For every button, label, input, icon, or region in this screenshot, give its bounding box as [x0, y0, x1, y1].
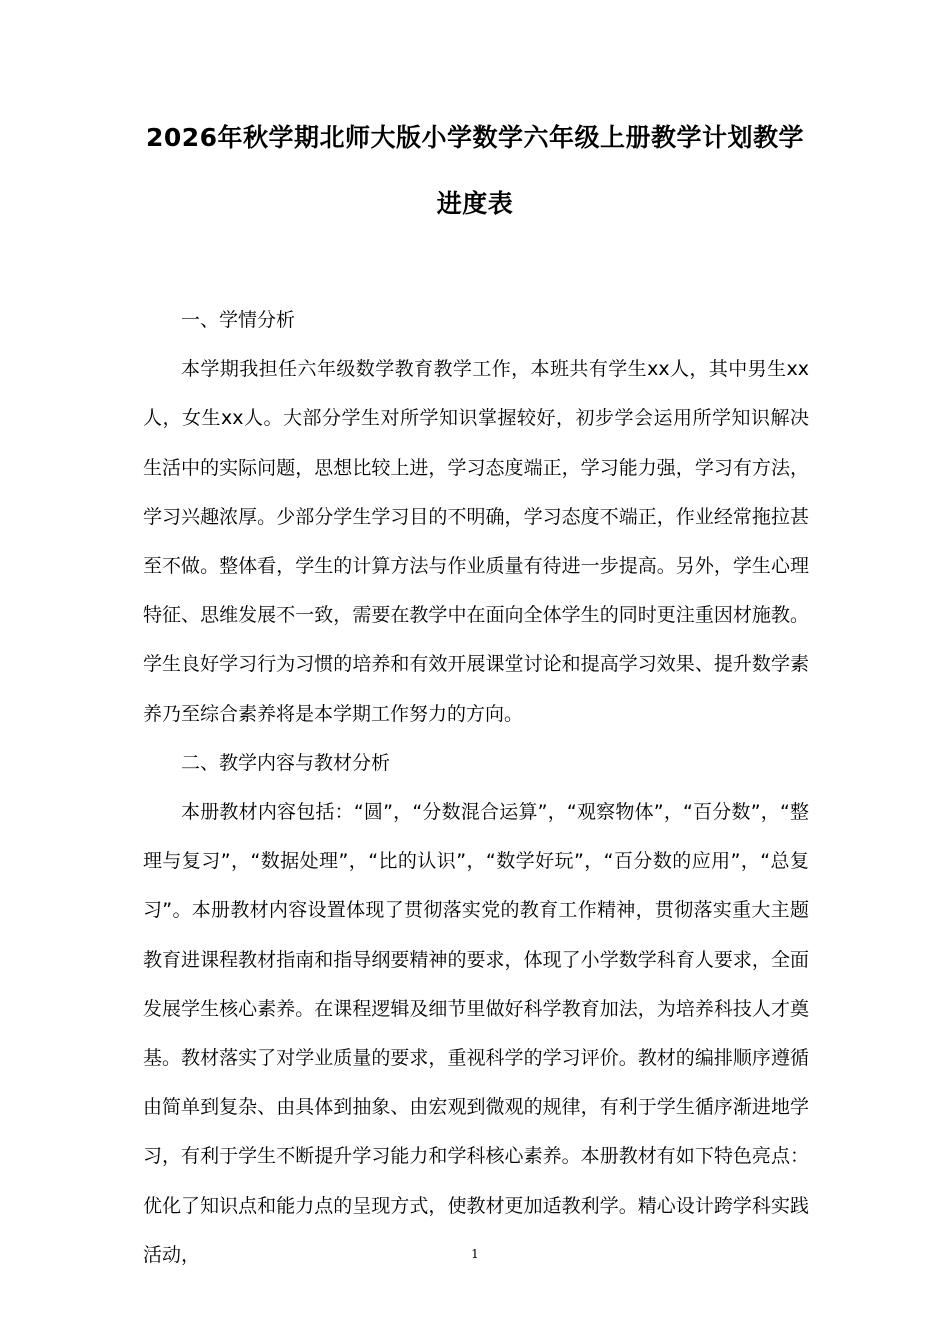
document-title-line-1: 2026年秋学期北师大版小学数学六年级上册教学计划教学 [145, 123, 805, 152]
document-body [143, 296, 809, 1280]
document-title-line-2: 进度表 [436, 189, 514, 218]
section-1-heading: 一、学情分析 [181, 309, 296, 331]
page-number: 1 [471, 1247, 479, 1261]
section-2-heading: 二、教学内容与教材分析 [181, 751, 391, 774]
section-1-paragraph: 本学期我担任六年级数学教育教学工作，本班共有学生xx人，其中男生xx人，女生xx人。大部分学生对所学知识掌握较好，初步学会运用所学知识解决生活中的实际问题，思想比较上进，学习态度端正，学习能力强，学习有方法，学习兴趣浓厚。少部分学生学习目的不明确，学习态度不端正，作业经常拖拉甚至不做。整体看，学生的计算方法与作业质量有待进一步提高。另外，学生心理特征、思维发展不一致，需要在教学中在面向全体学生的同时更注重因材施教。学生良好学习行为习惯的培养和有效开展课堂讨论和提高学习效果、提升数学素养乃至综合素养将是本学期工作努力的方向。 [143, 358, 809, 725]
section-2-paragraph: 本册教材内容包括：“圆”，“分数混合运算”，“观察物体”，“百分数”，“整理与复习”，“数据处理”，“比的认识”，“数学好玩”，“百分数的应用”，“总复习”。本册教材内容设置体现了贯彻落实党的教育工作精神，贯彻落实重大主题教育进课程教材指南和指导纲要精神的要求，体现了小学数学科育人要求，全面发展学生核心素养。在课程逻辑及细节里做好科学教育加法，为培养科技人才奠基。教材落实了对学业质量的要求，重视科学的学习评价。教材的编排顺序遵循由简单到复杂、由具体到抽象、由宏观到微观的规律，有利于学生循序渐进地学习，有利于学生不断提升学习能力和学科核心素养。本册教材有如下特色亮点：优化了知识点和能力点的呈现方式，使教材更加适教利学。精心设计跨学科实践活动， [143, 801, 809, 1266]
